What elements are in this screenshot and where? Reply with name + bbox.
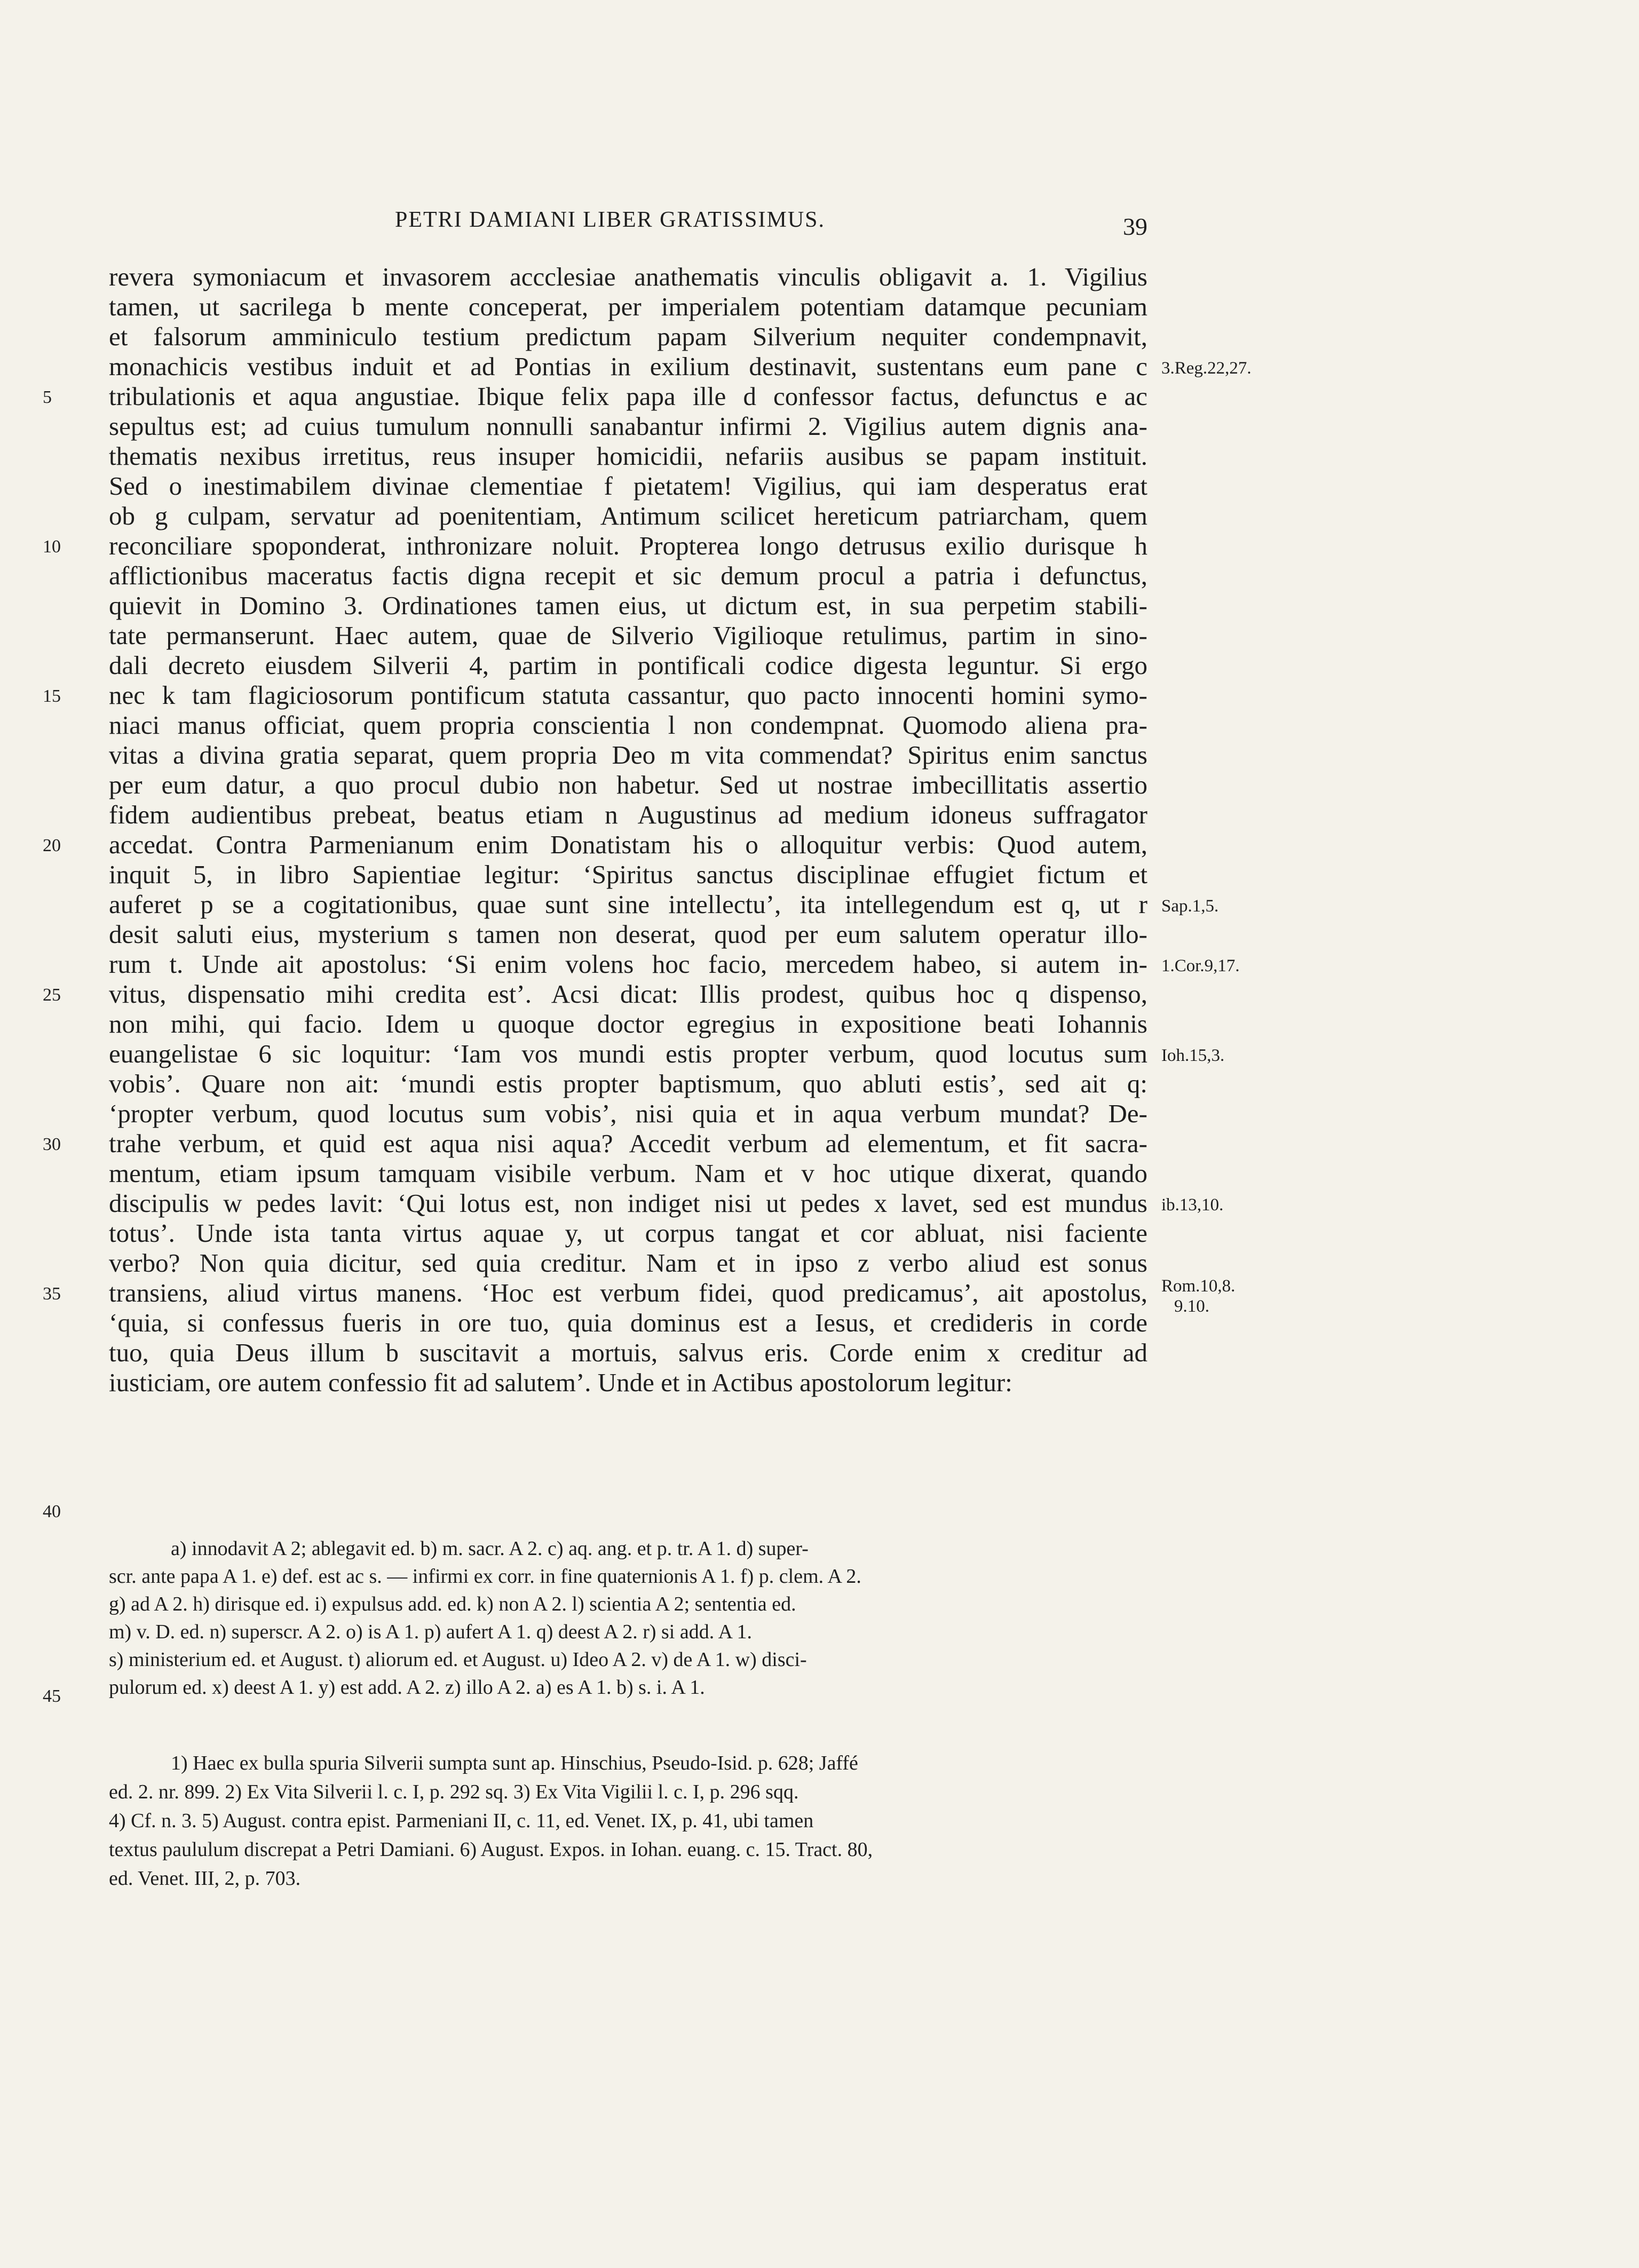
body-line: dali decreto eiusdem Silverii 4, partim in pontificali codice digesta leguntur. Si ergo — [109, 651, 1147, 680]
apparatus-line: scr. ante papa A 1. e) def. est ac s. — infirmi ex corr. in fine quaternionis A 1. f) p. clem. A 2. — [109, 1565, 861, 1588]
body-line: discipulis w pedes lavit: ‘Qui lotus est, non indiget nisi ut pedes x lavet, sed est mundus — [109, 1188, 1147, 1218]
line-number: 25 — [43, 985, 61, 1005]
apparatus-line: g) ad A 2. h) dirisque ed. i) expulsus add. ed. k) non A 2. l) scientia A 2; sententia ed. — [109, 1593, 796, 1615]
body-line: ‘propter verbum, quod locutus sum vobis’, nisi quia et in aqua verbum mundat? De- — [109, 1099, 1147, 1128]
line-number: 5 — [43, 387, 52, 407]
margin-reference: 3.Reg.22,27. — [1161, 359, 1252, 378]
apparatus-line: a) innodavit A 2; ablegavit ed. b) m. sacr. A 2. c) aq. ang. et p. tr. A 1. d) super- — [171, 1537, 809, 1560]
body-line: non mihi, qui facio. Idem u quoque doctor egregius in expositione beati Iohannis — [109, 1009, 1147, 1038]
body-line: quievit in Domino 3. Ordinationes tamen eius, ut dictum est, in sua perpetim stabili- — [109, 591, 1147, 620]
line-number: 15 — [43, 686, 61, 706]
body-line: nec k tam flagiciosorum pontificum statuta cassantur, quo pacto innocenti homini symo- — [109, 680, 1147, 710]
body-line: totus’. Unde ista tanta virtus aquae y, ut corpus tangat et cor abluat, nisi faciente — [109, 1218, 1147, 1248]
body-line: thematis nexibus irretitus, reus insuper homicidii, nefariis ausibus se papam instituit. — [109, 441, 1147, 471]
margin-reference: Rom.10,8. — [1161, 1276, 1236, 1296]
footnote-line: ed. Venet. III, 2, p. 703. — [109, 1867, 301, 1890]
margin-reference: 9.10. — [1174, 1297, 1209, 1316]
line-number: 30 — [43, 1135, 61, 1154]
body-line: fidem audientibus prebeat, beatus etiam n Augustinus ad medium idoneus suffragator — [109, 800, 1147, 829]
page-number: 39 — [1123, 213, 1147, 240]
footnote-line: 4) Cf. n. 3. 5) August. contra epist. Parmeniani II, c. 11, ed. Venet. IX, p. 41, ubi tamen — [109, 1810, 814, 1832]
body-line: et falsorum amminiculo testium predictum papam Silverium nequiter condempnavit, — [109, 322, 1147, 351]
body-line: desit saluti eius, mysterium s tamen non deserat, quod per eum salutem operatur illo- — [109, 919, 1147, 949]
body-line: reconciliare spoponderat, inthronizare noluit. Propterea longo detrusus exilio durisque h — [109, 531, 1147, 560]
body-line: vitus, dispensatio mihi credita est’. Acsi dicat: Illis prodest, quibus hoc q dispenso, — [109, 979, 1147, 1009]
body-line: verbo? Non quia dicitur, sed quia creditur. Nam et in ipso z verbo aliud est sonus — [109, 1248, 1147, 1278]
footnote-line: ed. 2. nr. 899. 2) Ex Vita Silverii l. c. I, p. 292 sq. 3) Ex Vita Vigilii l. c. I, p. 296 sqq. — [109, 1781, 799, 1803]
line-number: 40 — [43, 1502, 61, 1521]
margin-reference: Sap.1,5. — [1161, 897, 1219, 916]
line-number: 10 — [43, 537, 61, 557]
margin-reference: ib.13,10. — [1161, 1195, 1224, 1215]
body-line: niaci manus officiat, quem propria conscientia l non condempnat. Quomodo aliena pra- — [109, 710, 1147, 740]
body-line: monachicis vestibus induit et ad Pontias in exilium destinavit, sustentans eum pane c — [109, 352, 1147, 381]
running-header: PETRI DAMIANI LIBER GRATISSIMUS. — [395, 208, 826, 232]
apparatus-line: s) ministerium ed. et August. t) aliorum ed. et August. u) Ideo A 2. v) de A 1. w) disci- — [109, 1648, 807, 1671]
body-line: vobis’. Quare non ait: ‘mundi estis propter baptismum, quo abluti estis’, sed ait q: — [109, 1069, 1147, 1098]
body-line: tuo, quia Deus illum b suscitavit a mortuis, salvus eris. Corde enim x creditur ad — [109, 1338, 1147, 1367]
margin-reference: Ioh.15,3. — [1161, 1046, 1225, 1065]
margin-reference: 1.Cor.9,17. — [1161, 956, 1240, 976]
apparatus-line: m) v. D. ed. n) superscr. A 2. o) is A 1. p) aufert A 1. q) deest A 2. r) si add. A 1. — [109, 1621, 752, 1643]
footnote-line: 1) Haec ex bulla spuria Silverii sumpta sunt ap. Hinschius, Pseudo-Isid. p. 628; Jaffé — [171, 1752, 858, 1774]
body-line: iusticiam, ore autem confessio fit ad salutem’. Unde et in Actibus apostolorum legitur: — [109, 1368, 1012, 1397]
body-line: revera symoniacum et invasorem accclesiae anathematis vinculis obligavit a. 1. Vigilius — [109, 262, 1147, 291]
body-line: transiens, aliud virtus manens. ‘Hoc est verbum fidei, quod predicamus’, ait apostolus, — [109, 1278, 1147, 1307]
body-line: rum t. Unde ait apostolus: ‘Si enim volens hoc facio, mercedem habeo, si autem in- — [109, 949, 1147, 979]
body-line: Sed o inestimabilem divinae clementiae f pietatem! Vigilius, qui iam desperatus erat — [109, 471, 1147, 501]
body-line: mentum, etiam ipsum tamquam visibile verbum. Nam et v hoc utique dixerat, quando — [109, 1159, 1147, 1188]
body-line: tamen, ut sacrilega b mente conceperat, per imperialem potentiam datamque pecuniam — [109, 292, 1147, 321]
body-line: afflictionibus maceratus factis digna recepit et sic demum procul a patria i defunctus, — [109, 561, 1147, 590]
body-line: ‘quia, si confessus fueris in ore tuo, quia dominus est a Iesus, et credideris in corde — [109, 1308, 1147, 1337]
body-line: tribulationis et aqua angustiae. Ibique felix papa ille d confessor factus, defunctus e ac — [109, 382, 1147, 411]
line-number: 20 — [43, 836, 61, 855]
body-line: inquit 5, in libro Sapientiae legitur: ‘Spiritus sanctus disciplinae effugiet fictum et — [109, 860, 1147, 889]
body-line: auferet p se a cogitationibus, quae sunt sine intellectu’, ita intellegendum est q, ut r — [109, 890, 1147, 919]
line-number: 35 — [43, 1284, 61, 1304]
body-line: accedat. Contra Parmenianum enim Donatistam his o alloquitur verbis: Quod autem, — [109, 830, 1147, 859]
body-line: trahe verbum, et quid est aqua nisi aqua? Accedit verbum ad elementum, et fit sacra- — [109, 1129, 1147, 1158]
body-line: ob g culpam, servatur ad poenitentiam, Antimum scilicet hereticum patriarcham, quem — [109, 501, 1147, 530]
footnote-line: textus paululum discrepat a Petri Damiani. 6) August. Expos. in Iohan. euang. c. 15. Tract. 80, — [109, 1838, 873, 1861]
body-line: tate permanserunt. Haec autem, quae de Silverio Vigilioque retulimus, partim in sino- — [109, 621, 1147, 650]
body-line: euangelistae 6 sic loquitur: ‘Iam vos mundi estis propter verbum, quod locutus sum — [109, 1039, 1147, 1068]
body-line: per eum datur, a quo procul dubio non habetur. Sed ut nostrae imbecillitatis assertio — [109, 770, 1147, 799]
line-number: 45 — [43, 1686, 61, 1706]
apparatus-line: pulorum ed. x) deest A 1. y) est add. A 2. z) illo A 2. a) es A 1. b) s. i. A 1. — [109, 1676, 705, 1699]
body-line: vitas a divina gratia separat, quem propria Deo m vita commendat? Spiritus enim sanctus — [109, 740, 1147, 770]
body-line: sepultus est; ad cuius tumulum nonnulli sanabantur infirmi 2. Vigilius autem dignis ana- — [109, 411, 1147, 441]
